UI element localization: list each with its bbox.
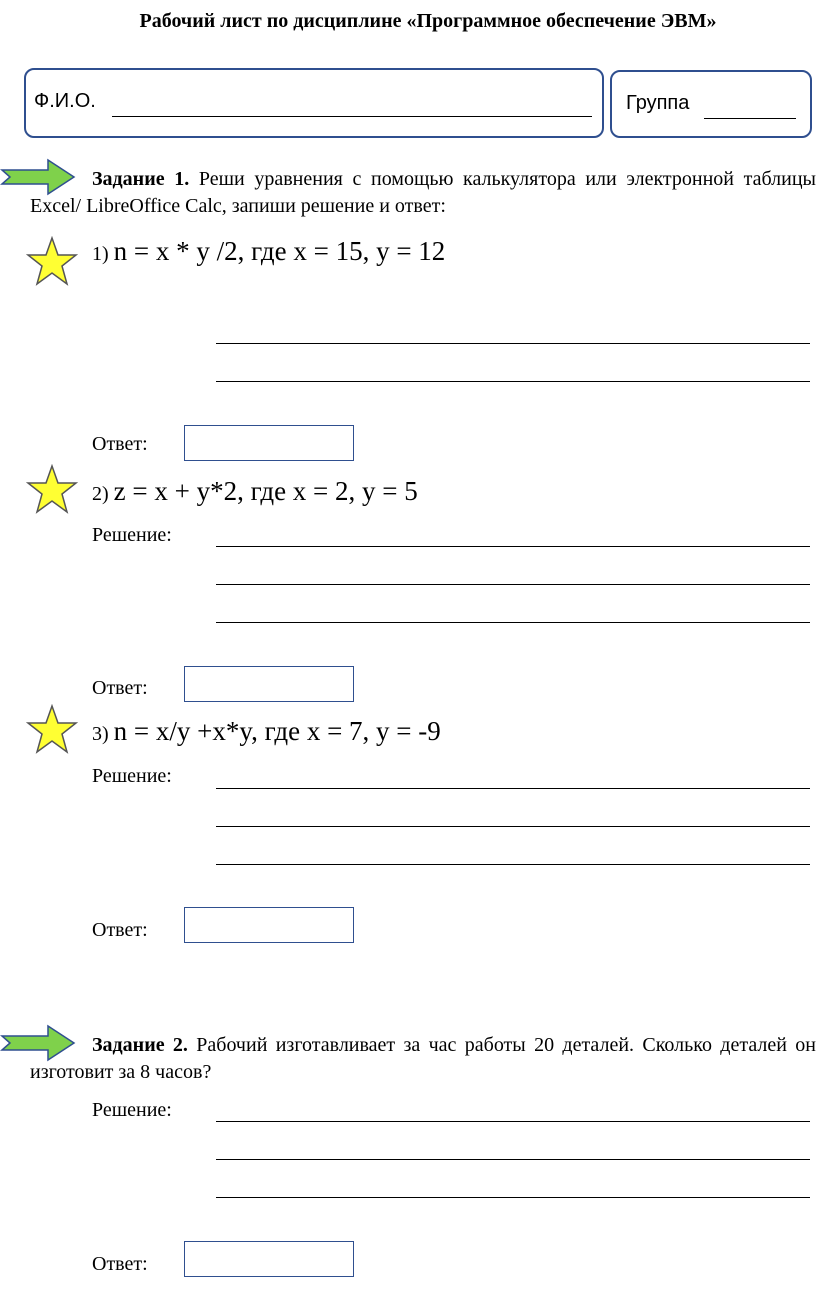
equation-3-number: 3) — [92, 723, 109, 745]
equation-2-text: z = x + y*2, где x = 2, y = 5 — [113, 476, 418, 506]
answer-box-1[interactable] — [184, 425, 354, 461]
task1-heading: Задание 1. — [92, 168, 190, 190]
answer-box-3[interactable] — [184, 907, 354, 943]
equation-1-number: 1) — [92, 243, 109, 265]
star-icon — [26, 464, 78, 516]
equation-3 — [92, 716, 441, 747]
equation-2-number: 2) — [92, 483, 109, 505]
page-title: Рабочий лист по дисциплине «Программное обеспечение ЭВМ» — [139, 10, 717, 32]
solution-line[interactable] — [216, 343, 810, 344]
fio-label: Ф.И.О. — [34, 90, 96, 112]
star-icon — [26, 236, 78, 288]
solution-line[interactable] — [216, 864, 810, 865]
answer-label-3: Ответ: — [92, 919, 148, 941]
task2-paragraph — [30, 1032, 816, 1086]
solution-line[interactable] — [216, 622, 810, 623]
solution-line[interactable] — [216, 381, 810, 382]
fio-box[interactable] — [24, 68, 604, 138]
equation-1 — [92, 236, 445, 267]
answer-label-2: Ответ: — [92, 677, 148, 699]
group-label: Группа — [626, 92, 690, 114]
solution-line[interactable] — [216, 1121, 810, 1122]
answer-box-4[interactable] — [184, 1241, 354, 1277]
star-icon — [26, 704, 78, 756]
equation-3-text: n = x/y +x*y, где x = 7, y = -9 — [113, 716, 441, 746]
equation-1-text: n = x * y /2, где x = 15, y = 12 — [113, 236, 446, 266]
solution-line[interactable] — [216, 584, 810, 585]
task1-text: Реши уравнения с помощью калькулятора или электронной таблицы Excel/ LibreOffice Calc, запиши решение и ответ: — [30, 168, 816, 217]
solution-label-4: Решение: — [92, 1099, 172, 1121]
solution-label-3: Решение: — [92, 765, 172, 787]
equation-2 — [92, 476, 418, 507]
answer-box-2[interactable] — [184, 666, 354, 702]
group-box[interactable] — [610, 70, 812, 138]
solution-line[interactable] — [216, 546, 810, 547]
task2-text: Рабочий изготавливает за час работы 20 деталей. Сколько деталей он изготовит за 8 часов? — [30, 1034, 816, 1083]
solution-line[interactable] — [216, 788, 810, 789]
task2-heading: Задание 2. — [92, 1034, 188, 1056]
answer-label-1: Ответ: — [92, 433, 148, 455]
fio-input-line[interactable] — [112, 116, 592, 117]
group-input-line[interactable] — [704, 118, 796, 119]
solution-line[interactable] — [216, 1197, 810, 1198]
solution-line[interactable] — [216, 826, 810, 827]
solution-label-2: Решение: — [92, 524, 172, 546]
answer-label-4: Ответ: — [92, 1253, 148, 1275]
task1-paragraph — [30, 166, 816, 220]
solution-line[interactable] — [216, 1159, 810, 1160]
